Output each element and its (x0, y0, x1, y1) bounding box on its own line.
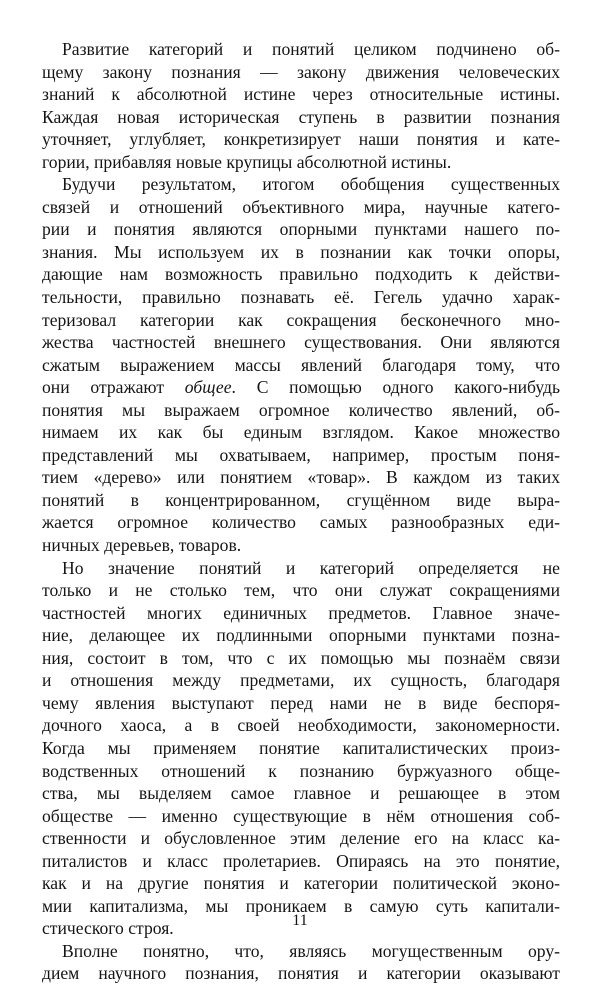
paragraph-3 (42, 557, 560, 940)
text-line: и отношения между предметами, их сущность, благодаря (42, 670, 560, 691)
page-number: 11 (292, 912, 308, 929)
text-line: ничных деревьев, товаров. (42, 535, 242, 556)
text-line: ние, делающее их подлинными опорными пунктами позна- (42, 625, 560, 646)
text-line: ния, состоит в том, что с их помощью мы познаём связи (42, 647, 560, 668)
text-line: мии капитализма, мы проникаем в самую суть капитали- (42, 895, 560, 916)
text-line-with-emphasis (42, 376, 560, 399)
emphasis-word: общее (184, 377, 232, 398)
text-line: теризовал категории как сокращения бесконечного мно- (42, 309, 560, 330)
text-line: уточняет, углубляет, конкретизирует наши понятия и кате- (42, 129, 560, 150)
text-line: рии и понятия являются опорными пунктами нашего по- (42, 219, 560, 240)
text-line: частностей многих единичных предметов. Главное значе- (42, 602, 560, 623)
text-line: Когда мы применяем понятие капиталистических произ- (42, 737, 560, 758)
text-line: Вполне понятно, что, являясь могущественным ору- (62, 940, 560, 961)
text-line: дием научного познания, понятия и категории оказывают (42, 963, 560, 984)
text-line: Но значение понятий и категорий определяется не (62, 557, 560, 578)
paragraph-2 (42, 173, 560, 556)
text-line: понятия мы выражаем огромное количество явлений, об- (42, 399, 560, 420)
text-line: понятий в концентрированном, сгущённом виде выра- (42, 489, 560, 510)
text-line: ственности и обусловленное этим деление его на класс ка- (42, 828, 560, 849)
text-line: щему закону познания — закону движения человеческих (42, 61, 560, 82)
text-line: тельности, правильно познавать её. Гегель удачно харак- (42, 287, 560, 308)
text-line: жается огромное количество самых разнообразных еди- (42, 512, 560, 533)
text-line: сжатым выражением массы явлений благодаря тому, что (42, 354, 560, 375)
text-line: жества частностей внешнего существования. Они являются (42, 332, 560, 353)
text-line: Каждая новая историческая ступень в развитии познания (42, 106, 560, 127)
text-line: дающие нам возможность правильно подходить к действи- (42, 264, 560, 285)
text-line: Будучи результатом, итогом обобщения существенных (62, 174, 560, 195)
text-line: знаний к абсолютной истине через относительные истины. (42, 84, 560, 105)
text-line: чему явления выступают перед нами не в виде беспоря- (42, 692, 560, 713)
text-fragment: они отражают (42, 377, 185, 398)
text-line: стического строя. (42, 918, 174, 939)
text-line: обществе — именно существующие в нём отношения соб- (42, 805, 560, 826)
text-fragment: . С помощью одного какого-нибудь (231, 377, 560, 398)
text-line: питалистов и класс пролетариев. Опираясь на это понятие, (42, 850, 560, 871)
text-line: знания. Мы используем их в познании как точки опоры, (42, 241, 560, 262)
page-body (42, 38, 560, 985)
paragraph-1 (42, 38, 560, 173)
text-line: нимаем их как бы единым взглядом. Какое множество (42, 422, 560, 443)
text-line: Развитие категорий и понятий целиком подчинено об- (62, 39, 560, 59)
text-line: представлений мы охватываем, например, простым поня- (42, 444, 560, 465)
text-line: ства, мы выделяем самое главное и решающее в этом (42, 783, 560, 804)
text-line: только и не столько тем, что они служат сокращениями (42, 580, 560, 601)
text-line: гории, прибавляя новые крупицы абсолютной истины. (42, 151, 452, 172)
text-line: тием «дерево» или понятием «товар». В каждом из таких (42, 467, 560, 488)
text-line: водственных отношений к познанию буржуазного обще- (42, 760, 560, 781)
paragraph-4 (42, 940, 560, 985)
text-line: как и на другие понятия и категории политической эконо- (42, 873, 560, 894)
text-line: связей и отношений объективного мира, научные катего- (42, 196, 560, 217)
text-line: дочного хаоса, а в своей необходимости, закономерности. (42, 715, 560, 736)
